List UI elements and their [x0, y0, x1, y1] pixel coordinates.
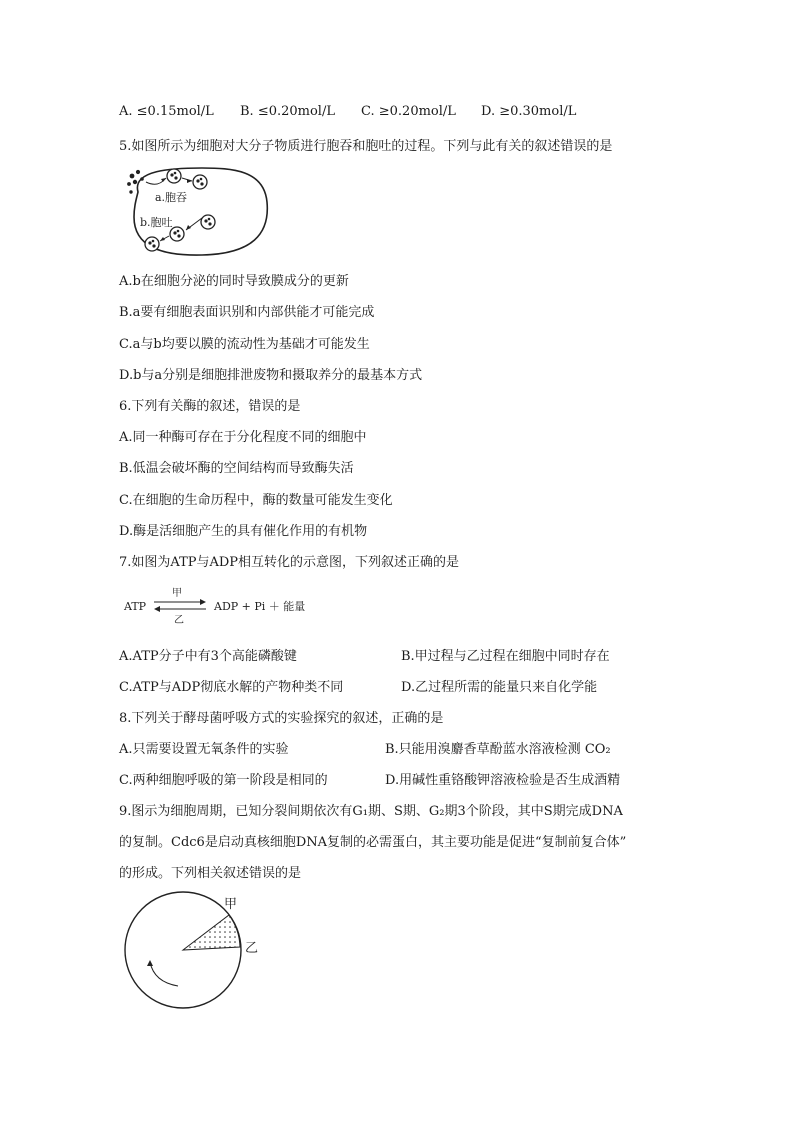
q6-stem: 6.下列有关酶的叙述，错误的是 — [119, 399, 301, 414]
q5-option-c: C.a与b均要以膜的流动性为基础才可能发生 — [119, 337, 370, 352]
q5-stem: 5.如图所示为细胞对大分子物质进行胞吞和胞吐的过程。下列与此有关的叙述错误的是 — [119, 139, 613, 154]
q9-line-3: 的形成。下列相关叙述错误的是 — [119, 866, 302, 881]
q8-option-c: C.两种细胞呼吸的第一阶段是相同的 — [119, 773, 328, 788]
label-products: ADP + Pi ＋ 能量 — [214, 600, 306, 613]
q9-line-1: 9.图示为细胞周期，已知分裂间期依次有G₁期、S期、G₂期3个阶段，其中S期完成DNA — [119, 804, 623, 819]
q6-option-a: A.同一种酶可存在于分化程度不同的细胞中 — [119, 430, 367, 445]
label-jia: 甲 — [224, 897, 238, 912]
q4-option-c: C. ≥0.20mol/L — [361, 104, 456, 119]
q8-option-d: D.用碱性重铬酸钾溶液检验是否生成酒精 — [385, 773, 621, 788]
q6-option-c: C.在细胞的生命历程中，酶的数量可能发生变化 — [119, 493, 393, 508]
q5-option-d: D.b与a分别是细胞排泄废物和摄取养分的最基本方式 — [119, 368, 423, 383]
q7-option-c: C.ATP与ADP彻底水解的产物种类不同 — [119, 680, 344, 695]
label-yi: 乙 — [245, 941, 259, 956]
q8-option-a: A.只需要设置无氧条件的实验 — [119, 742, 289, 757]
label-top: 甲 — [172, 588, 182, 599]
q8-option-b: B.只能用溴麝香草酚蓝水溶液检测 CO₂ — [385, 742, 611, 757]
q5-option-b: B.a要有细胞表面识别和内部供能才可能完成 — [119, 305, 375, 320]
label-exocytosis: b.胞吐 — [140, 216, 173, 229]
s-phase-sector — [183, 915, 240, 950]
q9-cell-cycle-figure — [118, 890, 278, 1020]
label-bottom: 乙 — [174, 615, 184, 626]
q5-option-a: A.b在细胞分泌的同时导致膜成分的更新 — [119, 274, 349, 289]
q7-stem: 7.如图为ATP与ADP相互转化的示意图，下列叙述正确的是 — [119, 555, 460, 570]
q4-option-b: B. ≤0.20mol/L — [240, 104, 335, 119]
macromolecule-dots — [127, 170, 144, 194]
q7-atp-figure — [122, 584, 332, 626]
q8-stem: 8.下列关于酵母菌呼吸方式的实验探究的叙述，正确的是 — [119, 711, 444, 726]
q6-option-d: D.酶是活细胞产生的具有催化作用的有机物 — [119, 524, 368, 539]
q4-option-d: D. ≥0.30mol/L — [481, 104, 577, 119]
q9-line-2: 的复制。Cdc6是启动真核细胞DNA复制的必需蛋白，其主要功能是促进“复制前复合体” — [119, 835, 627, 850]
cycle-direction-arrow — [150, 962, 178, 986]
label-atp: ATP — [124, 600, 147, 613]
q7-option-a: A.ATP分子中有3个高能磷酸键 — [119, 649, 297, 664]
vesicles — [145, 169, 215, 251]
q6-option-b: B.低温会破坏酶的空间结构而导致酶失活 — [119, 461, 354, 476]
q7-option-d: D.乙过程所需的能量只来自化学能 — [401, 680, 598, 695]
q5-cell-figure — [122, 162, 272, 262]
q7-option-b: B.甲过程与乙过程在细胞中同时存在 — [401, 649, 610, 664]
q4-option-a: A. ≤0.15mol/L — [119, 104, 214, 119]
label-endocytosis: a.胞吞 — [155, 191, 188, 204]
